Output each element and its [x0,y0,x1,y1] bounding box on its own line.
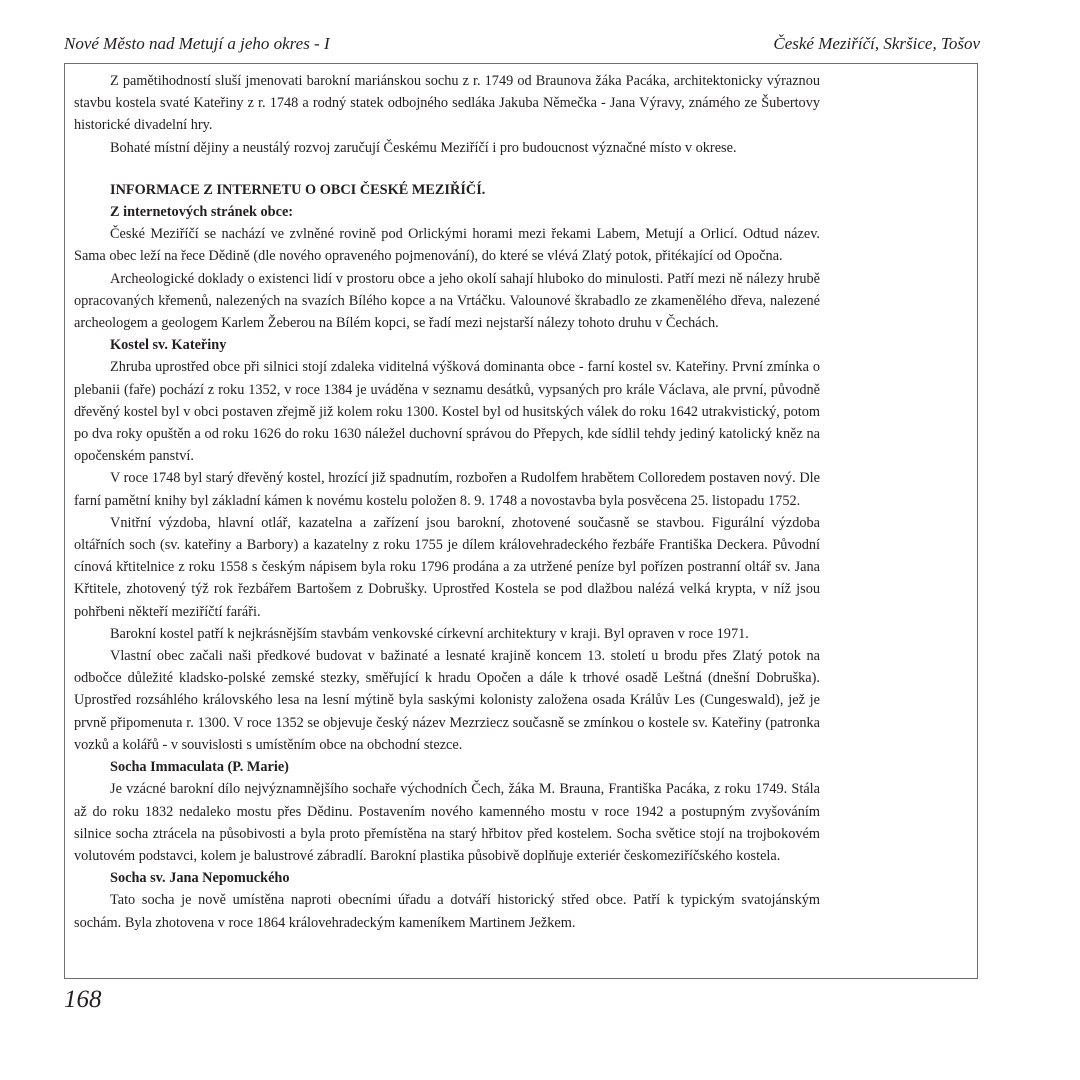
subsection-heading: Socha Immaculata (P. Marie) [110,759,289,776]
paragraph: Vlastní obec začali naši předkové budovat v bažinaté a lesnaté krajině koncem 13. století u brodu přes Zlatý potok na odbočce důležité kladsko-polské zemské stezky, směřující k hradu Opočen a dále k trhové osadě Leštná (dnešní Dobruška). Uprostřed rozsáhlého královského lesa na lesní mýtině byla saskými kolonisty založena osada Králův Les (Cungeswald), jež je prvně připomenuta r. 1300. V roce 1352 se objevuje český název Mezrziecz současně se zmínkou o kostele sv. Kateřiny (patronka vozků a kolářů - v souvislosti s umístěním obce na obchodní stezce. [74,648,820,753]
section-heading: INFORMACE Z INTERNETU O OBCI ČESKÉ MEZIŘÍČÍ. [110,181,486,198]
paragraph: Archeologické doklady o existenci lidí v prostoru obce a jeho okolí sahají hluboko do minulosti. Patří mezi ně nálezy hrubě opracovaných křemenů, nalezených na svazích Bílého kopce a na Vrtáčku. Valounové škrabadlo ze zkamenělého dřeva, nalezené archeologem a geologem Karlem Žeberou na Bílém kopci, se řadí mezi nejstarší nálezy tohoto druhu v Čechách. [74,270,820,332]
paragraph: Zhruba uprostřed obce při silnici stojí zdaleka viditelná výšková dominanta obce - farní kostel sv. Kateřiny. První zmínka o plebanii (faře) pochází z roku 1352, v roce 1384 je uváděna v seznamu desátků, vypsaných pro krále Václava, ale první, původně dřevěný kostel byl v obci postaven zřejmě již kolem roku 1300. Kostel byl od husitských válek do roku 1642 utrakvistický, potom po dva roky opuštěn a od roku 1626 do roku 1630 náležel duchovní správou do Přepych, kde sídlil tehdy jediný katolický kněz na opočenském panství. [74,359,820,465]
subsection-heading: Socha sv. Jana Nepomuckého [110,870,290,887]
header-chapter-title: České Meziříčí, Skršice, Tošov [773,34,980,53]
paragraph: V roce 1748 byl starý dřevěný kostel, hrozící již spadnutím, rozbořen a Rudolfem hrabětem Colloredem postaven nový. Dle farní pamětní knihy byl základní kámen k novému kostelu položen 8. 9. 1748 a novostavba byla posvěcena 25. listopadu 1752. [74,470,820,509]
subsection-heading: Z internetových stránek obce: [110,204,294,221]
paragraph: Bohaté místní dějiny a neustálý rozvoj zaručují Českému Meziříčí i pro budoucnost význačné místo v okrese. [110,139,737,156]
paragraph: Je vzácné barokní dílo nejvýznamnějšího sochaře východních Čech, žáka M. Brauna, Františka Pacáka, z roku 1749. Stála až do roku 1832 nedaleko mostu přes Dědinu. Postavením nového kamenného mostu v roce 1942 a postupným zvyšováním silnice socha ztrácela na působivosti a byla proto přemístěna na starý hřbitov před kostelem. Socha světice stojí na trojbokovém volutovém podstavci, kolem je balustrové zábradlí. Barokní plastika působivě doplňuje exteriér českomeziříčského kostela. [74,781,820,864]
subsection-heading: Kostel sv. Kateřiny [110,337,227,354]
running-header [64,34,980,60]
paragraph: Z pamětihodností sluší jmenovati barokní mariánskou sochu z r. 1749 od Braunova žáka Pacáka, architektonicky výraznou stavbu kostela svaté Kateřiny z r. 1748 a rodný statek odbojného sedláka Jakuba Němečka - Jana Výravy, známého ze Šubertovy historické divadelní hry. [74,73,820,134]
paragraph: Barokní kostel patří k nejkrásnějším stavbám venkovské církevní architektury v kraji. Byl opraven v roce 1971. [110,625,749,642]
page-number: 168 [64,986,102,1013]
paragraph: České Meziříčí se nachází ve zvlněné rovině pod Orlickými horami mezi řekami Labem, Metují a Orlicí. Odtud název. Sama obec leží na řece Dědině (dle nového opraveného pojmenování), do které se vlévá Zlatý potok, přitékající od Opočna. [74,226,820,265]
paragraph: Tato socha je nově umístěna naproti obecními úřadu a dotváří historický střed obce. Patří k typickým svatojánským sochám. Byla zhotovena v roce 1864 královehradeckým kameníkem Martinem Ježkem. [74,892,820,931]
paragraph: Vnitřní výzdoba, hlavní otlář, kazatelna a zařízení jsou barokní, zhotovené současně se stavbou. Figurální výzdoba oltářních soch (sv. kateřiny a Barbory) a kazatelny z roku 1755 je dílem královehradeckého řezbáře Františka Deckera. Původní cínová křtitelnice z roku 1558 s českým nápisem byla roku 1796 prodána a za utržené peníze byl pořízen postranní oltář sv. Jana Křtitele, zhotovený týž rok řezbářem Bartošem z Dobrušky. Uprostřed Kostela se pod dlažbou nalézá velká krypta, v níž jsou pohřbeni někteří meziříčtí faráři. [74,514,820,620]
paragraph-gap [74,159,820,179]
header-book-title: Nové Město nad Metují a jeho okres - I [64,34,330,53]
page-body [74,70,820,934]
